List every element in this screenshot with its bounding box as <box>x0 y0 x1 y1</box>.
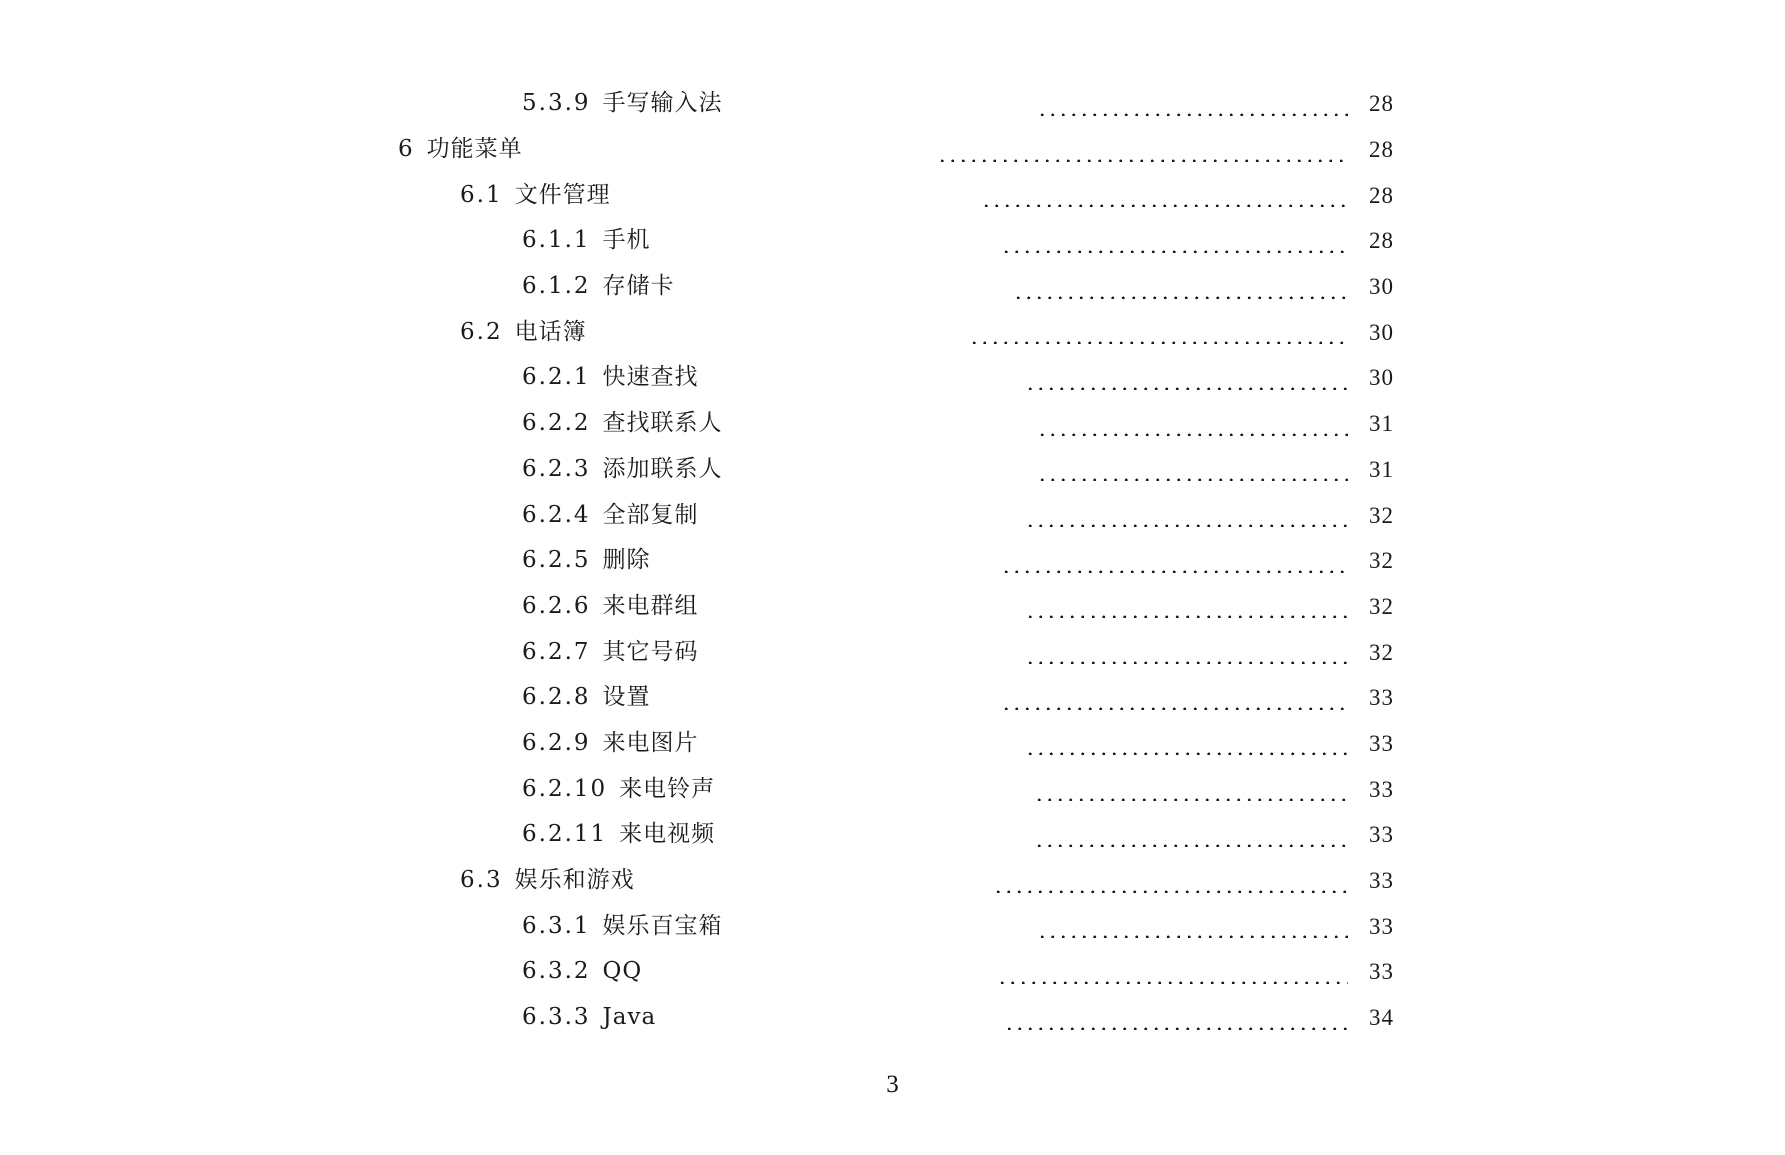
toc-dot-leader <box>1025 366 1348 390</box>
toc-entry[interactable] <box>0 858 1785 904</box>
toc-entry-title: 来电图片 <box>602 729 699 756</box>
toc-dot-leader <box>1034 823 1348 847</box>
toc-entry-page: 30 <box>1369 319 1395 345</box>
toc-dot-leader <box>969 320 1348 344</box>
toc-entry-page: 32 <box>1369 639 1394 665</box>
toc-dot-leader <box>1001 549 1348 573</box>
toc-entry-number: 6.2.1 <box>522 364 591 391</box>
toc-dot-leader <box>1037 92 1348 116</box>
toc-entry-text <box>522 412 1033 435</box>
toc-entry-title: Java <box>602 1004 657 1031</box>
toc-dot-leader <box>981 183 1348 207</box>
toc-entry-page: 33 <box>1369 776 1394 802</box>
toc-entry-page: 28 <box>1369 137 1395 163</box>
table-of-contents <box>0 81 1785 1040</box>
toc-entry-number: 6.1 <box>460 181 503 208</box>
toc-entry[interactable] <box>0 584 1785 630</box>
toc-entry-page: 28 <box>1369 182 1395 208</box>
toc-entry-title: 来电铃声 <box>619 775 716 802</box>
toc-dot-leader <box>1001 229 1348 253</box>
toc-entry-number: 6.2.6 <box>522 592 591 619</box>
toc-entry[interactable] <box>0 675 1785 721</box>
toc-entry-page: 33 <box>1369 685 1394 711</box>
toc-entry-number: 6.2.4 <box>522 501 591 528</box>
toc-dot-leader <box>937 138 1348 162</box>
toc-entry-page: 31 <box>1369 456 1394 482</box>
toc-entry-title: 存储卡 <box>602 273 675 300</box>
toc-entry-text <box>522 729 1021 756</box>
toc-entry-title: 其它号码 <box>602 638 699 665</box>
toc-dot-leader <box>1037 914 1348 938</box>
toc-entry-title: 电话簿 <box>514 318 587 345</box>
toc-entry-page: 33 <box>1369 913 1394 939</box>
toc-entry-number: 6.1.1 <box>522 227 591 254</box>
toc-entry[interactable] <box>0 721 1785 767</box>
toc-entry-title: 添加联系人 <box>602 455 723 482</box>
toc-entry-title: 娱乐和游戏 <box>514 867 635 894</box>
toc-entry[interactable] <box>0 492 1785 538</box>
toc-entry-text <box>522 960 993 983</box>
toc-dot-leader <box>1013 275 1348 299</box>
toc-entry-title: 娱乐百宝箱 <box>602 912 723 939</box>
toc-entry-page: 32 <box>1369 548 1394 574</box>
toc-entry-page: 31 <box>1369 411 1394 437</box>
toc-entry-number: 5.3.9 <box>522 90 591 117</box>
toc-entry[interactable] <box>0 812 1785 858</box>
toc-entry-number: 6.1.2 <box>522 273 591 300</box>
toc-entry-text <box>522 912 1033 939</box>
toc-entry-page: 28 <box>1369 228 1394 254</box>
toc-dot-leader <box>1037 412 1348 436</box>
toc-entry[interactable] <box>0 309 1785 355</box>
toc-entry-text <box>460 181 977 208</box>
toc-dot-leader <box>997 960 1348 984</box>
toc-entry-title: QQ <box>602 958 643 985</box>
toc-entry-title: 全部复制 <box>602 501 699 528</box>
toc-entry-text <box>522 366 1021 389</box>
toc-dot-leader <box>1001 686 1348 710</box>
toc-entry-text <box>522 638 1021 665</box>
toc-entry-number: 6 <box>398 136 415 163</box>
toc-entry-title: 手机 <box>602 227 651 254</box>
toc-entry-page: 30 <box>1369 274 1394 300</box>
toc-dot-leader <box>1004 1006 1348 1030</box>
toc-entry-number: 6.2 <box>460 318 503 345</box>
toc-entry-text <box>522 549 997 572</box>
toc-entry[interactable] <box>0 264 1785 310</box>
toc-entry-title: 手写输入法 <box>602 90 723 117</box>
toc-entry[interactable] <box>0 401 1785 447</box>
toc-entry-number: 6.2.2 <box>522 410 591 437</box>
toc-entry-text <box>522 823 1030 846</box>
toc-entry-title: 功能菜单 <box>426 136 523 163</box>
toc-entry-number: 6.2.10 <box>522 775 608 802</box>
toc-entry-page: 32 <box>1369 593 1394 619</box>
toc-entry[interactable] <box>0 903 1785 949</box>
toc-entry[interactable] <box>0 995 1785 1041</box>
toc-entry-page: 28 <box>1369 91 1394 117</box>
toc-entry[interactable] <box>0 949 1785 995</box>
page-number: 3 <box>886 1071 899 1098</box>
toc-entry-title: 删除 <box>602 547 651 574</box>
toc-dot-leader <box>1025 640 1348 664</box>
toc-entry-number: 6.2.3 <box>522 455 591 482</box>
toc-entry-title: 文件管理 <box>514 181 611 208</box>
toc-dot-leader <box>1037 457 1348 481</box>
toc-entry-number: 6.2.5 <box>522 547 591 574</box>
toc-entry-number: 6.2.11 <box>522 821 608 848</box>
toc-entry-title: 查找联系人 <box>602 410 723 437</box>
toc-entry-page: 30 <box>1369 365 1394 391</box>
toc-entry[interactable] <box>0 766 1785 812</box>
toc-dot-leader <box>1025 594 1348 618</box>
toc-entry-number: 6.3.1 <box>522 912 591 939</box>
toc-entry[interactable] <box>0 127 1785 173</box>
toc-entry[interactable] <box>0 172 1785 218</box>
toc-entry-text <box>398 138 933 161</box>
toc-entry-page: 33 <box>1369 959 1394 985</box>
toc-entry[interactable] <box>0 355 1785 401</box>
toc-entry-text <box>460 318 965 345</box>
toc-entry-number: 6.3.3 <box>522 1004 591 1031</box>
toc-entry[interactable] <box>0 218 1785 264</box>
toc-entry-text <box>522 229 997 252</box>
toc-entry-text <box>522 455 1033 482</box>
toc-entry-text <box>522 1006 1000 1029</box>
toc-dot-leader <box>1025 503 1348 527</box>
toc-entry-title: 快速查找 <box>602 364 699 391</box>
toc-entry[interactable] <box>0 81 1785 127</box>
toc-dot-leader <box>1034 777 1348 801</box>
toc-entry-title: 设置 <box>602 684 651 711</box>
toc-entry-page: 33 <box>1369 868 1395 894</box>
toc-entry[interactable] <box>0 538 1785 584</box>
toc-entry-page: 34 <box>1369 1005 1395 1031</box>
toc-entry-page: 33 <box>1369 730 1394 756</box>
toc-entry-page: 33 <box>1369 822 1394 848</box>
toc-entry-page: 32 <box>1369 502 1394 528</box>
toc-entry-number: 6.2.9 <box>522 729 591 756</box>
toc-entry-number: 6.3.2 <box>522 958 591 985</box>
toc-entry-title: 来电视频 <box>619 821 716 848</box>
toc-entry-number: 6.3 <box>460 867 503 894</box>
toc-entry-number: 6.2.7 <box>522 638 591 665</box>
toc-entry-text <box>522 775 1030 802</box>
toc-entry-text <box>522 92 1033 115</box>
toc-entry-text <box>522 686 997 709</box>
toc-entry-text <box>522 592 1021 619</box>
toc-entry-number: 6.2.8 <box>522 684 591 711</box>
toc-entry-text <box>460 869 989 892</box>
toc-dot-leader <box>1025 731 1348 755</box>
toc-entry-title: 来电群组 <box>602 592 699 619</box>
toc-entry-text <box>522 501 1021 528</box>
toc-entry[interactable] <box>0 447 1785 493</box>
toc-entry[interactable] <box>0 629 1785 675</box>
toc-dot-leader <box>993 869 1348 893</box>
toc-entry-text <box>522 275 1009 298</box>
